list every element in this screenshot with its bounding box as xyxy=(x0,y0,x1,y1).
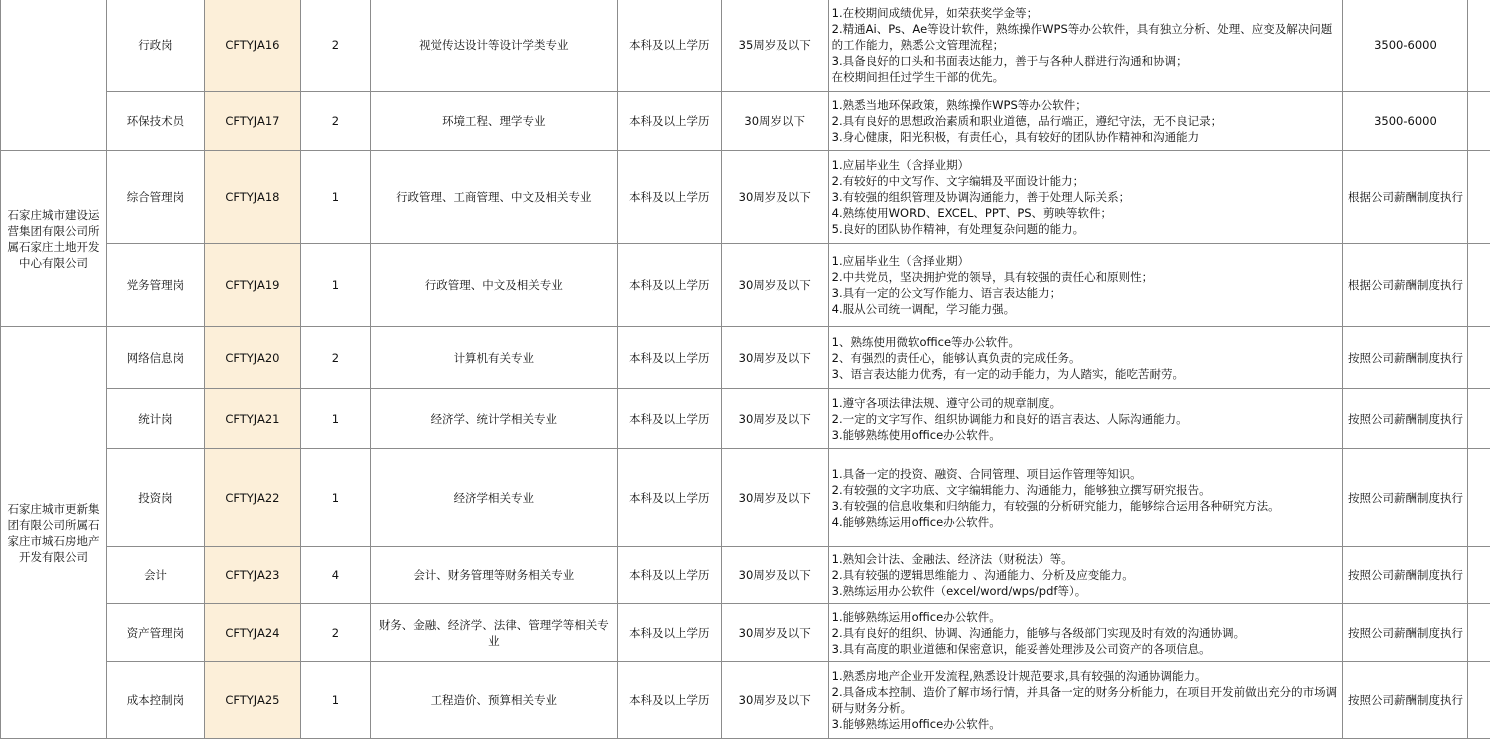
requirement-line: 1.应届毕业生（含择业期） xyxy=(832,253,1340,269)
extra-cell[interactable] xyxy=(1468,0,1490,92)
table-body xyxy=(1,0,1490,739)
position-cell[interactable]: 行政岗 xyxy=(106,0,204,92)
count-cell[interactable]: 4 xyxy=(300,547,370,604)
extra-cell[interactable] xyxy=(1468,244,1490,327)
requirement-line: 2.有较好的中文写作、文字编辑及平面设计能力； xyxy=(832,173,1340,189)
major-cell[interactable]: 会计、财务管理等财务相关专业 xyxy=(370,547,617,604)
salary-cell[interactable]: 3500-6000 xyxy=(1343,92,1468,151)
requirement-line: 3.熟练运用办公软件（excel/word/wps/pdf等）。 xyxy=(832,583,1340,599)
position-cell[interactable]: 综合管理岗 xyxy=(106,151,204,244)
count-cell[interactable]: 1 xyxy=(300,662,370,739)
code-cell[interactable]: CFTYJA17 xyxy=(204,92,300,151)
education-cell[interactable]: 本科及以上学历 xyxy=(617,449,721,547)
requirement-line: 3.有较强的信息收集和归纳能力，有较强的分析研究能力，能够综合运用各种研究方法。 xyxy=(832,498,1340,514)
requirement-line: 1、熟练使用微软office等办公软件。 xyxy=(832,334,1340,350)
requirement-line: 2.具有良好的思想政治素质和职业道德，品行端正，遵纪守法，无不良记录； xyxy=(832,113,1340,129)
company-cell[interactable]: 石家庄城市建设运营集团有限公司所属石家庄土地开发中心有限公司 xyxy=(1,151,107,327)
count-cell[interactable]: 1 xyxy=(300,389,370,449)
position-cell[interactable]: 环保技术员 xyxy=(106,92,204,151)
requirements-cell[interactable] xyxy=(828,604,1343,662)
education-cell[interactable]: 本科及以上学历 xyxy=(617,604,721,662)
requirements-cell[interactable] xyxy=(828,662,1343,739)
requirement-line: 1.在校期间成绩优异，如荣获奖学金等； xyxy=(832,5,1340,21)
table-row xyxy=(1,662,1490,739)
company-cell[interactable] xyxy=(1,0,107,151)
position-cell[interactable]: 资产管理岗 xyxy=(106,604,204,662)
code-cell[interactable]: CFTYJA23 xyxy=(204,547,300,604)
age-cell[interactable]: 30周岁及以下 xyxy=(721,327,828,389)
major-cell[interactable]: 财务、金融、经济学、法律、管理学等相关专业 xyxy=(370,604,617,662)
requirement-line: 3.具有一定的公文写作能力、语言表达能力； xyxy=(832,285,1340,301)
major-cell[interactable]: 视觉传达设计等设计学类专业 xyxy=(370,0,617,92)
requirement-line: 3.身心健康，阳光积极，有责任心，具有较好的团队协作精神和沟通能力 xyxy=(832,129,1340,145)
code-cell[interactable]: CFTYJA21 xyxy=(204,389,300,449)
requirement-line: 5.良好的团队协作精神，有处理复杂问题的能力。 xyxy=(832,221,1340,237)
requirement-line: 2.具有较强的逻辑思维能力 、沟通能力、分析及应变能力。 xyxy=(832,567,1340,583)
education-cell[interactable]: 本科及以上学历 xyxy=(617,662,721,739)
age-cell[interactable]: 30周岁及以下 xyxy=(721,389,828,449)
requirement-line: 2.具有良好的组织、协调、沟通能力，能够与各级部门实现及时有效的沟通协调。 xyxy=(832,625,1340,641)
requirement-line: 3.能够熟练使用office办公软件。 xyxy=(832,427,1340,443)
position-cell[interactable]: 党务管理岗 xyxy=(106,244,204,327)
extra-cell[interactable] xyxy=(1468,449,1490,547)
requirement-line: 2.具备成本控制、造价了解市场行情，并具备一定的财务分析能力，在项目开发前做出充分的市场调研与财务分析。 xyxy=(832,684,1340,716)
requirement-line: 1.熟知会计法、金融法、经济法（财税法）等。 xyxy=(832,551,1340,567)
table-row xyxy=(1,604,1490,662)
salary-cell[interactable]: 按照公司薪酬制度执行 xyxy=(1343,547,1468,604)
extra-cell[interactable] xyxy=(1468,604,1490,662)
requirements-cell[interactable] xyxy=(828,547,1343,604)
extra-cell[interactable] xyxy=(1468,662,1490,739)
age-cell[interactable]: 30周岁及以下 xyxy=(721,449,828,547)
count-cell[interactable]: 1 xyxy=(300,244,370,327)
salary-cell[interactable]: 按照公司薪酬制度执行 xyxy=(1343,662,1468,739)
requirement-line: 3.有较强的组织管理及协调沟通能力，善于处理人际关系； xyxy=(832,189,1340,205)
requirements-cell[interactable] xyxy=(828,92,1343,151)
requirement-line: 1.具备一定的投资、融资、合同管理、项目运作管理等知识。 xyxy=(832,466,1340,482)
requirement-line: 4.服从公司统一调配，学习能力强。 xyxy=(832,301,1340,317)
major-cell[interactable]: 行政管理、中文及相关专业 xyxy=(370,244,617,327)
code-cell[interactable]: CFTYJA22 xyxy=(204,449,300,547)
table-row xyxy=(1,0,1490,92)
age-cell[interactable]: 30周岁及以下 xyxy=(721,604,828,662)
age-cell[interactable]: 30周岁及以下 xyxy=(721,662,828,739)
requirements-cell[interactable] xyxy=(828,244,1343,327)
major-cell[interactable]: 工程造价、预算相关专业 xyxy=(370,662,617,739)
requirements-cell[interactable] xyxy=(828,0,1343,92)
requirement-line: 1.熟悉当地环保政策，熟练操作WPS等办公软件； xyxy=(832,97,1340,113)
table-row xyxy=(1,244,1490,327)
salary-cell[interactable]: 3500-6000 xyxy=(1343,0,1468,92)
position-cell[interactable]: 会计 xyxy=(106,547,204,604)
table-row xyxy=(1,547,1490,604)
salary-cell[interactable]: 按照公司薪酬制度执行 xyxy=(1343,327,1468,389)
requirement-line: 2.精通Ai、Ps、Ae等设计软件，熟练操作WPS等办公软件，具有独立分析、处理、应变及解决问题的工作能力，熟悉公文管理流程； xyxy=(832,21,1340,53)
education-cell[interactable]: 本科及以上学历 xyxy=(617,0,721,92)
major-cell[interactable]: 经济学相关专业 xyxy=(370,449,617,547)
code-cell[interactable]: CFTYJA20 xyxy=(204,327,300,389)
count-cell[interactable]: 2 xyxy=(300,92,370,151)
major-cell[interactable]: 行政管理、工商管理、中文及相关专业 xyxy=(370,151,617,244)
education-cell[interactable]: 本科及以上学历 xyxy=(617,327,721,389)
code-cell[interactable]: CFTYJA24 xyxy=(204,604,300,662)
extra-cell[interactable] xyxy=(1468,327,1490,389)
code-cell[interactable]: CFTYJA19 xyxy=(204,244,300,327)
table-row xyxy=(1,449,1490,547)
requirement-line: 3.具备良好的口头和书面表达能力，善于与各种人群进行沟通和协调； xyxy=(832,53,1340,69)
code-cell[interactable]: CFTYJA25 xyxy=(204,662,300,739)
requirement-line: 4.能够熟练运用office办公软件。 xyxy=(832,514,1340,530)
age-cell[interactable]: 30周岁以下 xyxy=(721,92,828,151)
education-cell[interactable]: 本科及以上学历 xyxy=(617,92,721,151)
requirements-cell[interactable] xyxy=(828,151,1343,244)
education-cell[interactable]: 本科及以上学历 xyxy=(617,244,721,327)
education-cell[interactable]: 本科及以上学历 xyxy=(617,547,721,604)
table-row xyxy=(1,327,1490,389)
count-cell[interactable]: 2 xyxy=(300,0,370,92)
table-row xyxy=(1,151,1490,244)
position-cell[interactable]: 统计岗 xyxy=(106,389,204,449)
requirement-line: 2、有强烈的责任心，能够认真负责的完成任务。 xyxy=(832,350,1340,366)
code-cell[interactable]: CFTYJA16 xyxy=(204,0,300,92)
count-cell[interactable]: 2 xyxy=(300,327,370,389)
table-row xyxy=(1,92,1490,151)
requirement-line: 4.熟练使用WORD、EXCEL、PPT、PS、剪映等软件； xyxy=(832,205,1340,221)
requirements-cell[interactable] xyxy=(828,389,1343,449)
education-cell[interactable]: 本科及以上学历 xyxy=(617,389,721,449)
extra-cell[interactable] xyxy=(1468,151,1490,244)
position-cell[interactable]: 投资岗 xyxy=(106,449,204,547)
requirement-line: 2.一定的文字写作、组织协调能力和良好的语言表达、人际沟通能力。 xyxy=(832,411,1340,427)
age-cell[interactable]: 30周岁及以下 xyxy=(721,244,828,327)
extra-cell[interactable] xyxy=(1468,389,1490,449)
major-cell[interactable]: 环境工程、理学专业 xyxy=(370,92,617,151)
count-cell[interactable]: 1 xyxy=(300,151,370,244)
age-cell[interactable]: 30周岁及以下 xyxy=(721,547,828,604)
count-cell[interactable]: 2 xyxy=(300,604,370,662)
extra-cell[interactable] xyxy=(1468,547,1490,604)
requirement-line: 2.中共党员，坚决拥护党的领导，具有较强的责任心和原则性； xyxy=(832,269,1340,285)
position-cell[interactable]: 网络信息岗 xyxy=(106,327,204,389)
requirement-line: 3.能够熟练运用office办公软件。 xyxy=(832,716,1340,732)
salary-cell[interactable]: 根据公司薪酬制度执行 xyxy=(1343,244,1468,327)
requirement-line: 1.能够熟练运用office办公软件。 xyxy=(832,609,1340,625)
code-cell[interactable]: CFTYJA18 xyxy=(204,151,300,244)
major-cell[interactable]: 经济学、统计学相关专业 xyxy=(370,389,617,449)
requirement-line: 在校期间担任过学生干部的优先。 xyxy=(832,69,1340,85)
company-cell[interactable]: 石家庄城市更新集团有限公司所属石家庄市城石房地产开发有限公司 xyxy=(1,327,107,739)
requirement-line: 3.具有高度的职业道德和保密意识，能妥善处理涉及公司资产的各项信息。 xyxy=(832,641,1340,657)
requirements-cell[interactable] xyxy=(828,449,1343,547)
count-cell[interactable]: 1 xyxy=(300,449,370,547)
salary-cell[interactable]: 根据公司薪酬制度执行 xyxy=(1343,151,1468,244)
table-row xyxy=(1,389,1490,449)
major-cell[interactable]: 计算机有关专业 xyxy=(370,327,617,389)
salary-cell[interactable]: 按照公司薪酬制度执行 xyxy=(1343,389,1468,449)
requirement-line: 3、语言表达能力优秀，有一定的动手能力，为人踏实，能吃苦耐劳。 xyxy=(832,366,1340,382)
requirement-line: 1.应届毕业生（含择业期） xyxy=(832,157,1340,173)
salary-cell[interactable]: 按照公司薪酬制度执行 xyxy=(1343,449,1468,547)
salary-cell[interactable]: 按照公司薪酬制度执行 xyxy=(1343,604,1468,662)
education-cell[interactable]: 本科及以上学历 xyxy=(617,151,721,244)
requirement-line: 2.有较强的文字功底、文字编辑能力、沟通能力，能够独立撰写研究报告。 xyxy=(832,482,1340,498)
requirement-line: 1.熟悉房地产企业开发流程,熟悉设计规范要求,具有较强的沟通协调能力。 xyxy=(832,668,1340,684)
position-cell[interactable]: 成本控制岗 xyxy=(106,662,204,739)
extra-cell[interactable] xyxy=(1468,92,1490,151)
age-cell[interactable]: 30周岁及以下 xyxy=(721,151,828,244)
requirements-cell[interactable] xyxy=(828,327,1343,389)
requirement-line: 1.遵守各项法律法规、遵守公司的规章制度。 xyxy=(832,395,1340,411)
age-cell[interactable]: 35周岁及以下 xyxy=(721,0,828,92)
